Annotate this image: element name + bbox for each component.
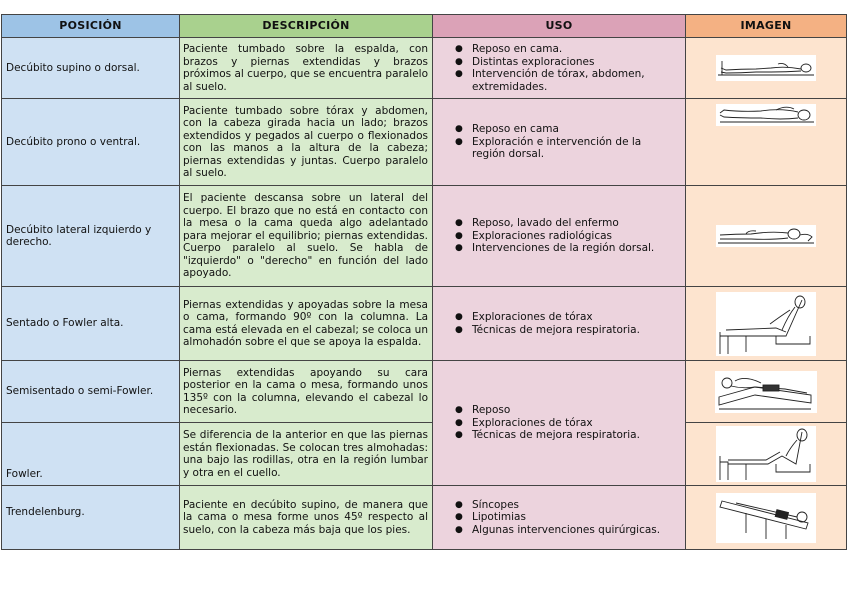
use-item: ● Exploraciones de tórax: [455, 311, 677, 324]
positions-table: [1, 14, 847, 550]
table-row: [2, 486, 847, 550]
position-description: Se diferencia de la anterior en que las piernas están flexionadas. Se colocan tres almohadas: una bajo las rodillas, otra en la región lumbar y otra en el cuello.: [180, 423, 433, 486]
position-name: Decúbito supino o dorsal.: [2, 38, 180, 99]
use-item: ● Reposo: [455, 404, 677, 417]
position-name: Semisentado o semi-Fowler.: [2, 361, 180, 423]
header-imagen: IMAGEN: [686, 15, 847, 38]
position-uses: [433, 186, 686, 287]
fowler-high-figure-icon: [716, 292, 816, 356]
position-image-cell: [686, 486, 847, 550]
position-name: Sentado o Fowler alta.: [2, 287, 180, 361]
position-image-cell: [686, 186, 847, 287]
position-description: Piernas extendidas y apoyadas sobre la mesa o cama, formando 90º con la columna. La cama está elevada en el cabezal; se coloca un almohadón sobre el que se apoya la espalda.: [180, 287, 433, 361]
position-uses: [433, 99, 686, 186]
table-row: [2, 99, 847, 186]
table-row: [2, 38, 847, 99]
use-item: ● Exploraciones radiológicas: [455, 230, 677, 243]
position-uses: [433, 486, 686, 550]
position-image-cell: [686, 38, 847, 99]
position-name: Trendelenburg.: [2, 486, 180, 550]
use-item: ● Síncopes: [455, 499, 677, 512]
header-row: [2, 15, 847, 38]
use-item: ● Distintas exploraciones: [455, 56, 677, 69]
table-row: [2, 361, 847, 423]
use-item: ● Lipotimias: [455, 511, 677, 524]
use-item: ● Algunas intervenciones quirúrgicas.: [455, 524, 677, 537]
lateral-figure-icon: [716, 225, 816, 247]
header-uso: USO: [433, 15, 686, 38]
position-description: Paciente tumbado sobre tórax y abdomen, con la cabeza girada hacia un lado; brazos extendidos y pegados al cuerpo o flexionados con las manos a la altura de la cabeza; piernas extendidas y juntas. Cuerpo paralelo al suelo.: [180, 99, 433, 186]
use-item: ● Técnicas de mejora respiratoria.: [455, 429, 677, 442]
position-description: Paciente tumbado sobre la espalda, con brazos y piernas extendidas y brazos próximos al cuerpo, que se encuentra paralelo al suelo.: [180, 38, 433, 99]
position-description: Piernas extendidas apoyando su cara posterior en la cama o mesa, formando unos 135º con la columna, elevando el cabezal lo necesario.: [180, 361, 433, 423]
use-item: ● Técnicas de mejora respiratoria.: [455, 324, 677, 337]
prone-figure-icon: [716, 104, 816, 126]
use-item: ● Exploración e intervención de la región dorsal.: [455, 136, 677, 161]
use-item: ● Reposo, lavado del enfermo: [455, 217, 677, 230]
position-name: Decúbito lateral izquierdo y derecho.: [2, 186, 180, 287]
position-image-cell: [686, 361, 847, 423]
position-image-cell: [686, 423, 847, 486]
supine-figure-icon: [716, 55, 816, 81]
position-uses: [433, 361, 686, 486]
position-description: Paciente en decúbito supino, de manera que la cama o mesa forme unos 45º respecto al suelo, con la cabeza más baja que los pies.: [180, 486, 433, 550]
position-name: Fowler.: [2, 423, 180, 486]
position-image-cell: [686, 99, 847, 186]
header-descripcion: DESCRIPCIÓN: [180, 15, 433, 38]
table-row: [2, 287, 847, 361]
use-item: ● Intervención de tórax, abdomen, extremidades.: [455, 68, 677, 93]
position-uses: [433, 38, 686, 99]
position-description: El paciente descansa sobre un lateral del cuerpo. El brazo que no está en contacto con la mesa o la cama queda algo adelantado para mejorar el equilibrio; piernas extendidas. Cuerpo paralelo al suelo. Se habla de "izquierdo" o "derecho" en función del lado apoyado.: [180, 186, 433, 287]
fowler-figure-icon: [716, 426, 816, 482]
use-item: ● Exploraciones de tórax: [455, 417, 677, 430]
table-row: [2, 423, 847, 486]
trendelenburg-figure-icon: [716, 493, 816, 543]
use-item: ● Reposo en cama.: [455, 43, 677, 56]
position-image-cell: [686, 287, 847, 361]
header-posicion: POSICIÓN: [2, 15, 180, 38]
position-name: Decúbito prono o ventral.: [2, 99, 180, 186]
use-item: ● Intervenciones de la región dorsal.: [455, 242, 677, 255]
position-uses: [433, 287, 686, 361]
use-item: ● Reposo en cama: [455, 123, 677, 136]
semi-fowler-figure-icon: [715, 371, 817, 413]
table-row: [2, 186, 847, 287]
